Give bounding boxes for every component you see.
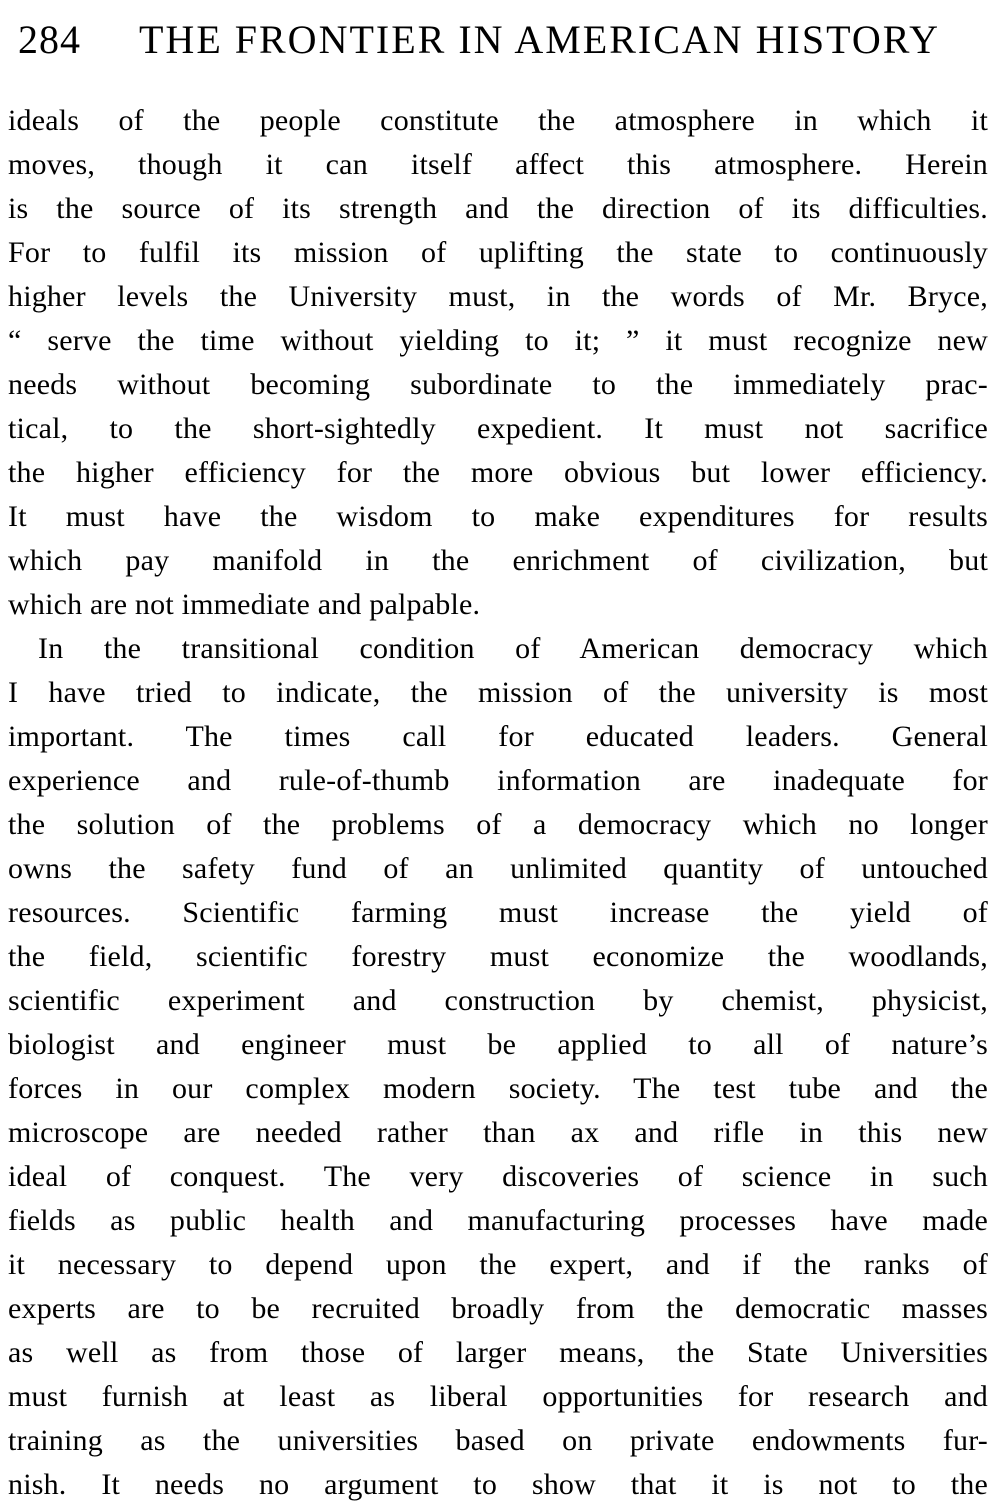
text-line: is the source of its strength and the direction of its difficulties. (8, 192, 988, 225)
text-line: important. The times call for educated leaders. General (8, 720, 988, 753)
page-number: 284 (18, 17, 81, 62)
text-line: biologist and engineer must be applied to all of nature’s (8, 1028, 988, 1061)
text-line: the higher efficiency for the more obvious but lower efficiency. (8, 456, 988, 489)
text-line: nish. It needs no argument to show that it is not to the (8, 1468, 988, 1501)
text-line: the field, scientific forestry must economize the woodlands, (8, 940, 988, 973)
text-line: as well as from those of larger means, the State Universities (8, 1336, 988, 1369)
text-line: microscope are needed rather than ax and rifle in this new (8, 1116, 988, 1149)
text-line: must furnish at least as liberal opportunities for research and (8, 1380, 988, 1413)
page-body-text (8, 99, 988, 1507)
text-line-paragraph-end: which are not immediate and palpable. (8, 588, 481, 621)
text-line: I have tried to indicate, the mission of the university is most (8, 676, 988, 709)
text-line: fields as public health and manufacturing processes have made (8, 1204, 988, 1237)
page-header (18, 16, 1000, 63)
running-title: THE FRONTIER IN AMERICAN HISTORY (139, 17, 941, 62)
text-line: ideal of conquest. The very discoveries of science in such (8, 1160, 988, 1193)
text-line: needs without becoming subordinate to the immediately prac- (8, 368, 988, 401)
text-line: scientific experiment and construction by chemist, physicist, (8, 984, 988, 1017)
text-line: “ serve the time without yielding to it; ” it must recognize new (8, 324, 988, 357)
text-line: For to fulfil its mission of uplifting the state to continuously (8, 236, 988, 269)
text-line: moves, though it can itself affect this atmosphere. Herein (8, 148, 988, 181)
text-line: ideals of the people constitute the atmosphere in which it (8, 104, 988, 137)
text-line: owns the safety fund of an unlimited quantity of untouched (8, 852, 988, 885)
text-line: resources. Scientific farming must increase the yield of (8, 896, 988, 929)
text-line: It must have the wisdom to make expenditures for results (8, 500, 988, 533)
text-line: which pay manifold in the enrichment of civilization, but (8, 544, 988, 577)
text-line: it necessary to depend upon the expert, and if the ranks of (8, 1248, 988, 1281)
text-line: tical, to the short-sightedly expedient. It must not sacrifice (8, 412, 988, 445)
text-line: experts are to be recruited broadly from the democratic masses (8, 1292, 988, 1325)
text-line: forces in our complex modern society. The test tube and the (8, 1072, 988, 1105)
text-line: the solution of the problems of a democracy which no longer (8, 808, 988, 841)
text-line: training as the universities based on private endowments fur- (8, 1424, 988, 1457)
text-line: experience and rule-of-thumb information are inadequate for (8, 764, 988, 797)
text-line: higher levels the University must, in the words of Mr. Bryce, (8, 280, 988, 313)
text-line-paragraph-start: In the transitional condition of American democracy which (38, 632, 988, 665)
